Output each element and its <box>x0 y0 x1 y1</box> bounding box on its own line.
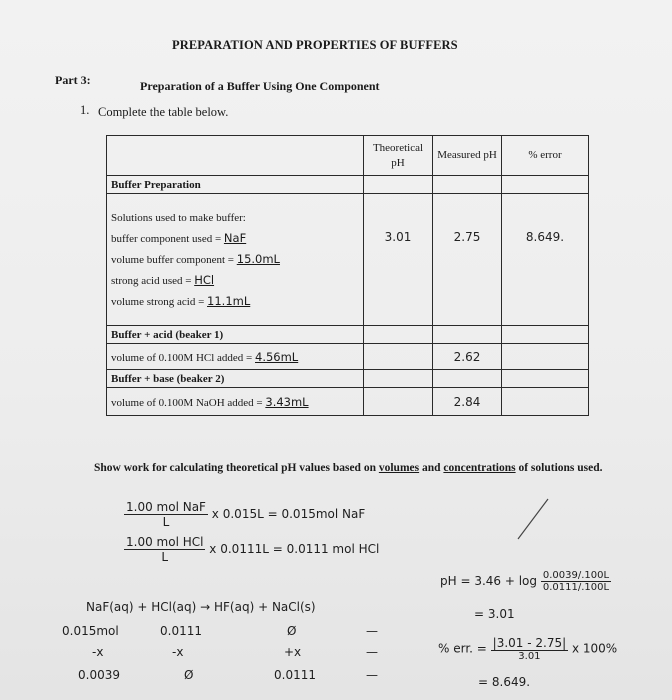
acid-value: HCl <box>194 272 215 287</box>
hcl-volume: 0.0111L <box>220 542 269 556</box>
hcl-conc: 1.00 <box>126 535 153 549</box>
ice-final-hf: 0.0111 <box>274 668 316 682</box>
empty-cell <box>502 370 589 388</box>
ice-final-naf: 0.0039 <box>78 668 120 682</box>
acid-label-row <box>107 326 589 344</box>
ice-initial-hf: Ø <box>287 624 297 638</box>
acid-added-label: volume of 0.100M HCl added = <box>111 351 253 364</box>
empty-cell <box>502 176 589 194</box>
ice-initial-hcl: 0.0111 <box>160 624 202 638</box>
percent-error-equation <box>438 636 617 662</box>
ice-final-nacl: — <box>366 668 378 682</box>
ice-initial-nacl: — <box>366 624 378 638</box>
measured-ph-value: 2.75 <box>433 194 502 326</box>
percent-error-result: = 8.649. <box>478 675 531 689</box>
empty-cell <box>364 370 433 388</box>
ph-ratio-denominator: 0.0111/.100L <box>542 582 610 593</box>
err-fraction <box>491 636 568 662</box>
instructions-concentrations: concentrations <box>443 462 516 474</box>
naf-fraction <box>124 500 208 529</box>
acid-row <box>107 344 589 370</box>
hcl-fraction <box>124 535 205 564</box>
buffer-prep-label-row <box>107 176 589 194</box>
empty-cell <box>364 326 433 344</box>
empty-cell <box>433 176 502 194</box>
ice-change-naf: -x <box>92 645 104 659</box>
instructions-and: and <box>421 462 441 474</box>
acid-line <box>111 270 359 291</box>
ice-change-nacl: — <box>366 645 378 659</box>
calc-line-hcl <box>124 535 379 564</box>
naf-times: x <box>211 507 219 521</box>
empty-cell <box>433 326 502 344</box>
header-theoretical: Theoretical pH <box>364 136 433 176</box>
acid-volume-label: volume strong acid = <box>111 295 205 308</box>
err-denominator: 3.01 <box>518 651 541 662</box>
pen-stroke-icon <box>512 495 552 545</box>
buffer-prep-row <box>107 194 589 326</box>
empty-cell <box>502 388 589 416</box>
base-volume-cell <box>107 388 364 416</box>
theoretical-ph-value: 3.01 <box>364 194 433 326</box>
base-row <box>107 388 589 416</box>
ph-prefix: pH = 3.46 + log <box>440 574 538 588</box>
part-label: Part 3: <box>55 73 91 87</box>
empty-cell <box>433 370 502 388</box>
hcl-denominator: L <box>161 550 169 564</box>
buffer-prep-details <box>107 194 364 326</box>
acid-volume-value: 11.1mL <box>207 293 251 308</box>
naf-volume: 0.015L <box>222 507 264 521</box>
step-number: 1. <box>80 103 90 117</box>
acid-volume-cell <box>107 344 364 370</box>
naf-result: = 0.015mol NaF <box>267 507 366 521</box>
instructions-suffix: of solutions used. <box>518 462 603 474</box>
ice-change-hcl: -x <box>172 645 184 659</box>
header-blank-cell <box>107 136 364 176</box>
hcl-unit: mol HCl <box>156 535 204 549</box>
percent-error-value: 8.649. <box>502 194 589 326</box>
ice-change-hf: +x <box>284 645 302 659</box>
step-text: Complete the table below. <box>98 105 229 119</box>
empty-cell <box>502 326 589 344</box>
component-label: buffer component used = <box>111 232 222 245</box>
volume-component-line <box>111 249 359 270</box>
calc-line-naf <box>124 500 365 529</box>
table-header-row <box>107 136 589 176</box>
ph-equation <box>440 570 611 593</box>
empty-cell <box>502 344 589 370</box>
buffer-acid-label: Buffer + acid (beaker 1) <box>107 326 364 344</box>
err-label: % err. = <box>438 641 487 656</box>
part-title: Preparation of a Buffer Using One Component <box>140 79 380 93</box>
reaction-equation: NaF(aq) + HCl(aq) → HF(aq) + NaCl(s) <box>86 600 316 614</box>
err-numerator: |3.01 - 2.75| <box>492 636 567 650</box>
instructions-prefix: Show work for calculating theoretical pH values based on <box>94 462 376 474</box>
page-title: PREPARATION AND PROPERTIES OF BUFFERS <box>172 38 458 52</box>
ph-ratio <box>541 570 611 593</box>
ice-final-hcl: Ø <box>184 668 194 682</box>
acid-measured-ph: 2.62 <box>433 344 502 370</box>
base-label-row <box>107 370 589 388</box>
ice-initial-naf: 0.015mol <box>62 624 119 638</box>
err-multiplier: x 100% <box>571 641 618 656</box>
naf-conc: 1.00 <box>126 500 153 514</box>
ph-result: = 3.01 <box>474 607 515 621</box>
naf-numerator <box>124 500 208 515</box>
header-measured: Measured pH <box>433 136 502 176</box>
empty-cell <box>364 176 433 194</box>
naf-denominator: L <box>162 515 170 529</box>
acid-label: strong acid used = <box>111 274 192 287</box>
volume-component-value: 15.0mL <box>236 251 280 266</box>
instructions-volumes: volumes <box>378 462 420 474</box>
base-measured-ph: 2.84 <box>433 388 502 416</box>
work-instructions <box>94 462 614 475</box>
component-line <box>111 228 359 249</box>
buffer-table <box>106 135 589 416</box>
empty-cell <box>364 388 433 416</box>
buffer-prep-label: Buffer Preparation <box>107 176 364 194</box>
empty-cell <box>364 344 433 370</box>
header-error: % error <box>502 136 589 176</box>
naf-unit: mol NaF <box>156 500 206 514</box>
acid-volume-line <box>111 291 359 312</box>
ph-ratio-numerator: 0.0039/.100L <box>542 570 610 581</box>
volume-component-label: volume buffer component = <box>111 253 234 266</box>
acid-added-value: 4.56mL <box>255 349 299 364</box>
solutions-used-label: Solutions used to make buffer: <box>111 211 246 224</box>
hcl-times: x <box>209 542 217 556</box>
hcl-result: = 0.0111 mol HCl <box>272 542 380 556</box>
hcl-numerator <box>124 535 205 550</box>
base-added-label: volume of 0.100M NaOH added = <box>111 396 263 409</box>
base-added-value: 3.43mL <box>265 394 309 409</box>
component-value: NaF <box>223 230 247 245</box>
buffer-base-label: Buffer + base (beaker 2) <box>107 370 364 388</box>
